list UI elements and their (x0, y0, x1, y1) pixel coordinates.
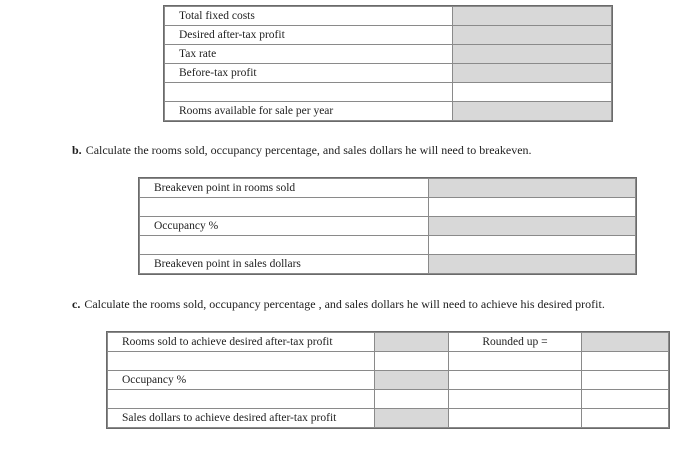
question-c (72, 297, 605, 312)
rounded-up-label: Rounded up = (449, 333, 582, 352)
empty-cell (449, 409, 582, 428)
empty-cell (582, 371, 669, 390)
answer-cell[interactable] (453, 102, 612, 121)
table-row (108, 333, 669, 352)
table-row (165, 45, 612, 64)
table-row (140, 198, 636, 217)
desired-profit-table (107, 332, 669, 428)
row-label: Before-tax profit (165, 64, 453, 83)
answer-cell[interactable] (453, 7, 612, 26)
table-row (165, 7, 612, 26)
breakeven-table (139, 178, 636, 274)
spacer-cell (582, 352, 669, 371)
row-label: Occupancy % (140, 217, 429, 236)
row-label: Desired after-tax profit (165, 26, 453, 45)
question-letter: b. (72, 143, 82, 157)
question-text: Calculate the rooms sold, occupancy percentage, and sales dollars he will need to breakeven. (85, 143, 532, 157)
row-label: Total fixed costs (165, 7, 453, 26)
answer-cell[interactable] (453, 64, 612, 83)
table-row (140, 217, 636, 236)
table-row (165, 102, 612, 121)
spacer-cell (449, 390, 582, 409)
question-text: Calculate the rooms sold, occupancy percentage , and sales dollars he will need to achieve his desired profit. (84, 297, 605, 311)
table-row (140, 255, 636, 274)
row-label: Breakeven point in rooms sold (140, 179, 429, 198)
row-label: Occupancy % (108, 371, 375, 390)
rounded-answer-cell[interactable] (582, 333, 669, 352)
question-letter: c. (72, 297, 81, 311)
spacer-cell (108, 390, 375, 409)
table-row (108, 409, 669, 428)
question-b (72, 143, 532, 158)
answer-cell[interactable] (429, 255, 636, 274)
row-label: Rooms sold to achieve desired after-tax profit (108, 333, 375, 352)
answer-cell[interactable] (375, 371, 449, 390)
table-row (165, 26, 612, 45)
spacer-cell (108, 352, 375, 371)
spacer-cell (140, 198, 429, 217)
row-label: Rooms available for sale per year (165, 102, 453, 121)
row-label: Sales dollars to achieve desired after-tax profit (108, 409, 375, 428)
answer-cell[interactable] (453, 45, 612, 64)
answer-cell[interactable] (453, 26, 612, 45)
spacer-cell (582, 390, 669, 409)
row-label: Breakeven point in sales dollars (140, 255, 429, 274)
row-label: Tax rate (165, 45, 453, 64)
spacer-cell (429, 236, 636, 255)
spacer-cell (449, 352, 582, 371)
answer-cell[interactable] (429, 179, 636, 198)
spacer-cell (429, 198, 636, 217)
table-row (140, 179, 636, 198)
empty-cell (449, 371, 582, 390)
table-row (165, 64, 612, 83)
spacer-cell (140, 236, 429, 255)
answer-cell[interactable] (429, 217, 636, 236)
spacer-cell (375, 352, 449, 371)
table-row (108, 390, 669, 409)
empty-cell (582, 409, 669, 428)
spacer-cell (165, 83, 453, 102)
cost-inputs-table (164, 6, 612, 121)
table-row (108, 371, 669, 390)
table-row (108, 352, 669, 371)
spacer-cell (375, 390, 449, 409)
spacer-cell (453, 83, 612, 102)
answer-cell[interactable] (375, 409, 449, 428)
table-row (165, 83, 612, 102)
table-row (140, 236, 636, 255)
answer-cell[interactable] (375, 333, 449, 352)
